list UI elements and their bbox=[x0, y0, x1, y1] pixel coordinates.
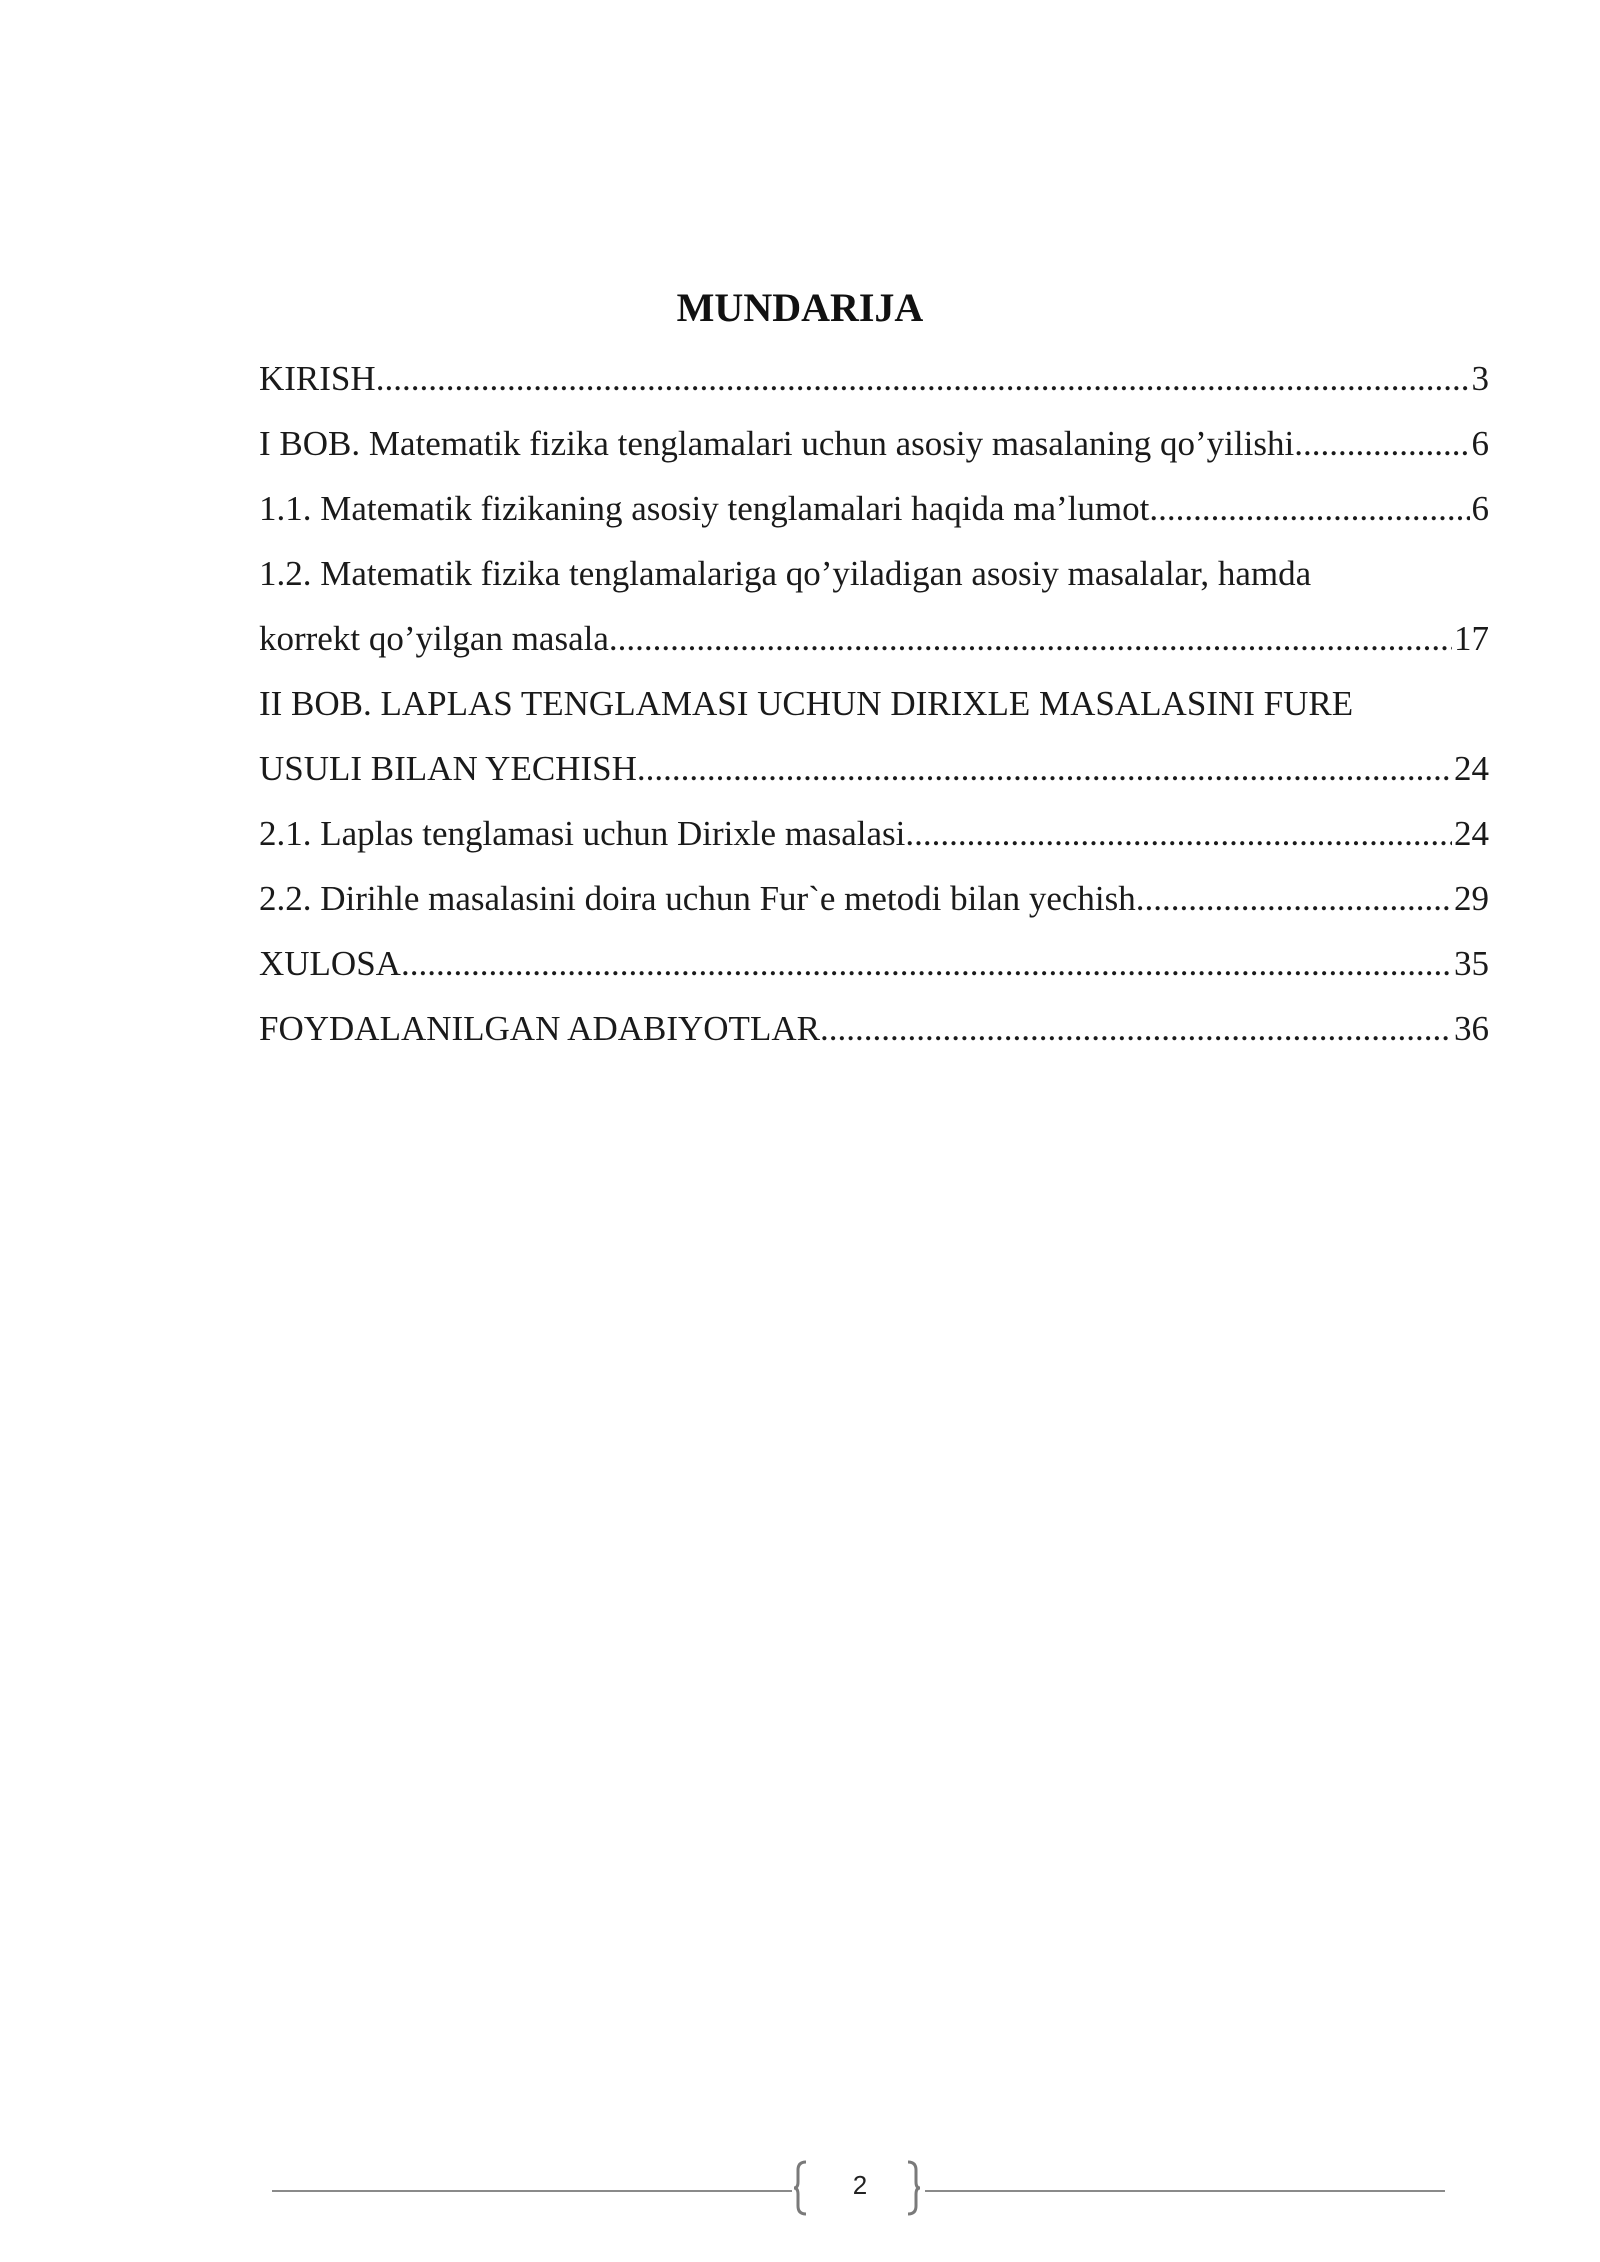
toc-entry-page: 24 bbox=[1454, 814, 1489, 853]
page-footer bbox=[0, 2160, 1600, 2220]
dot-leader bbox=[820, 996, 1452, 1061]
dot-leader bbox=[1294, 411, 1469, 476]
toc-entry-xulosa[interactable] bbox=[259, 931, 1489, 996]
toc-entry-adabiyotlar[interactable] bbox=[259, 996, 1489, 1061]
toc-entry-label: 2.2. Dirihle masalasini doira uchun Fur`e metodi bilan yechish bbox=[259, 879, 1136, 918]
dot-leader bbox=[1149, 476, 1469, 541]
toc-entry-section-2-2[interactable] bbox=[259, 866, 1489, 931]
dot-leader bbox=[905, 801, 1452, 866]
dot-leader bbox=[637, 736, 1452, 801]
toc-entry-page: 36 bbox=[1454, 1009, 1489, 1048]
toc-entry-page: 6 bbox=[1471, 489, 1489, 528]
toc-entry-section-1-1[interactable] bbox=[259, 476, 1489, 541]
toc-entry-label: KIRISH bbox=[259, 359, 376, 398]
toc-entry-label: XULOSA bbox=[259, 944, 401, 983]
toc-entry-page: 6 bbox=[1471, 424, 1489, 463]
toc-entry-label: 2.1. Laplas tenglamasi uchun Dirixle masalasi bbox=[259, 814, 906, 853]
footer-rule-left bbox=[272, 2190, 792, 2192]
toc-entry-section-2-1[interactable] bbox=[259, 801, 1489, 866]
toc-entry-chapter-1[interactable] bbox=[259, 411, 1489, 476]
toc-title: MUNDARIJA bbox=[676, 285, 924, 330]
toc-entry-page: 24 bbox=[1454, 749, 1489, 788]
toc-entry-page: 29 bbox=[1454, 879, 1489, 918]
toc-entry-page: 35 bbox=[1454, 944, 1489, 983]
toc-entry-label: I BOB. Matematik fizika tenglamalari uchun asosiy masalaning qo’yilishi bbox=[259, 424, 1295, 463]
toc-entry-kirish[interactable] bbox=[259, 346, 1489, 411]
page-number: 2 bbox=[852, 2170, 868, 2200]
toc-entry-section-1-2-line1[interactable]: 1.2. Matematik fizika tenglamalariga qo’yiladigan asosiy masalalar, hamda bbox=[259, 554, 1312, 593]
toc-entry-label: USULI BILAN YECHISH bbox=[259, 749, 637, 788]
right-bracket-icon bbox=[905, 2160, 921, 2216]
toc-entry-label: FOYDALANILGAN ADABIYOTLAR bbox=[259, 1009, 820, 1048]
dot-leader bbox=[609, 606, 1452, 671]
footer-rule-right bbox=[925, 2190, 1445, 2192]
toc-entry-label: korrekt qo’yilgan masala bbox=[259, 619, 609, 658]
table-of-contents bbox=[259, 346, 1489, 1061]
toc-entry-page: 17 bbox=[1454, 619, 1489, 658]
toc-entry-page: 3 bbox=[1471, 359, 1489, 398]
toc-entry-label: 1.1. Matematik fizikaning asosiy tenglamalari haqida ma’lumot bbox=[259, 489, 1150, 528]
toc-entry-section-1-2[interactable] bbox=[259, 606, 1489, 671]
dot-leader bbox=[1136, 866, 1452, 931]
toc-entry-chapter-2-line1[interactable]: II BOB. LAPLAS TENGLAMASI UCHUN DIRIXLE MASALASINI FURE bbox=[259, 684, 1354, 723]
dot-leader bbox=[401, 931, 1452, 996]
dot-leader bbox=[376, 346, 1470, 411]
toc-entry-chapter-2[interactable] bbox=[259, 736, 1489, 801]
